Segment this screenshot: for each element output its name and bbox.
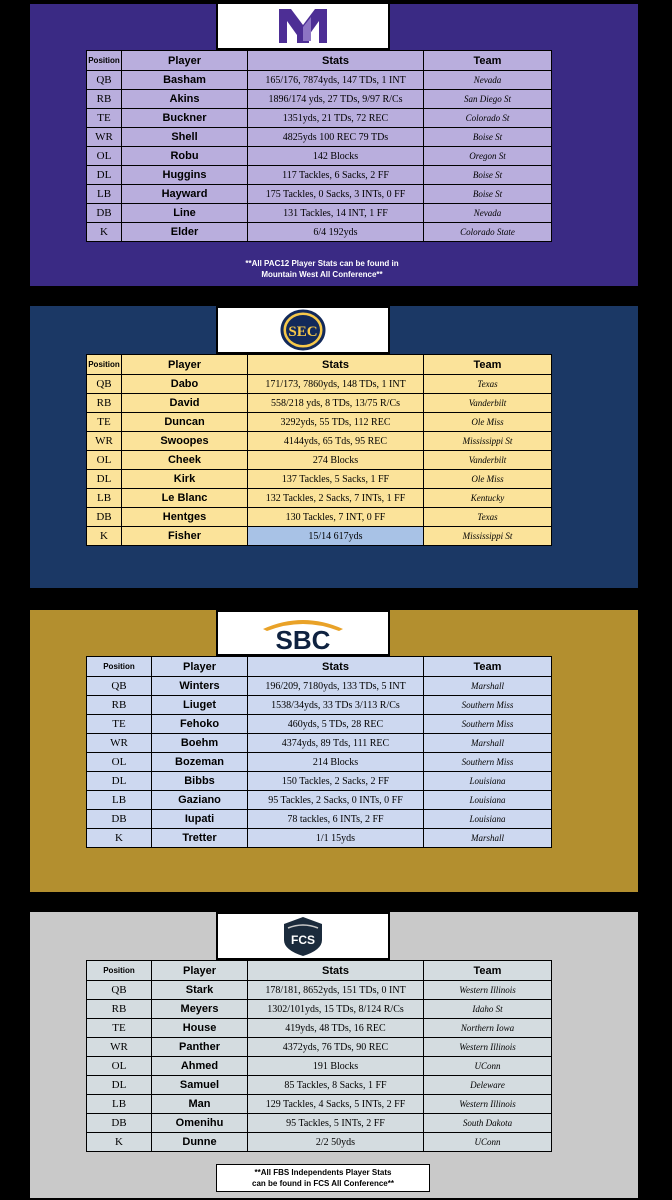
position-cell: DB xyxy=(87,1114,152,1133)
player-cell: House xyxy=(152,1019,248,1038)
svg-text:FCS: FCS xyxy=(291,933,315,947)
stats-cell: 4825yds 100 REC 79 TDs xyxy=(248,128,424,147)
sbc-table xyxy=(86,656,552,848)
team-cell: Boise St xyxy=(424,166,552,185)
position-cell: TE xyxy=(87,413,122,432)
table-row xyxy=(87,715,552,734)
player-cell: Winters xyxy=(152,677,248,696)
table-row xyxy=(87,185,552,204)
table-row xyxy=(87,791,552,810)
player-cell: Fehoko xyxy=(152,715,248,734)
player-cell: Panther xyxy=(152,1038,248,1057)
team-cell: Mississippi St xyxy=(424,432,552,451)
table-row xyxy=(87,470,552,489)
table-row xyxy=(87,1076,552,1095)
stats-header: Stats xyxy=(248,51,424,71)
stats-cell: 419yds, 48 TDs, 16 REC xyxy=(248,1019,424,1038)
position-cell: DB xyxy=(87,810,152,829)
fcs-footnote-line-2: can be found in FCS All Conference** xyxy=(252,1179,394,1188)
team-cell: Western Illinois xyxy=(424,981,552,1000)
table-row xyxy=(87,527,552,546)
table-row xyxy=(87,223,552,242)
position-cell: OL xyxy=(87,1057,152,1076)
position-cell: K xyxy=(87,527,122,546)
player-cell: Line xyxy=(122,204,248,223)
stats-cell: 171/173, 7860yds, 148 TDs, 1 INT xyxy=(248,375,424,394)
player-cell: Omenihu xyxy=(152,1114,248,1133)
position-cell: DL xyxy=(87,470,122,489)
team-cell: Marshall xyxy=(424,829,552,848)
team-cell: Boise St xyxy=(424,185,552,204)
table-row xyxy=(87,1038,552,1057)
position-cell: TE xyxy=(87,715,152,734)
player-cell: Shell xyxy=(122,128,248,147)
position-cell: TE xyxy=(87,109,122,128)
table-row xyxy=(87,810,552,829)
position-header: Position xyxy=(87,51,122,71)
team-cell: Mississippi St xyxy=(424,527,552,546)
table-row xyxy=(87,413,552,432)
stats-header: Stats xyxy=(248,961,424,981)
player-cell: Elder xyxy=(122,223,248,242)
position-cell: K xyxy=(87,1133,152,1152)
player-cell: Kirk xyxy=(122,470,248,489)
stats-cell: 4144yds, 65 Tds, 95 REC xyxy=(248,432,424,451)
position-cell: OL xyxy=(87,451,122,470)
player-header: Player xyxy=(152,657,248,677)
stats-cell: 558/218 yds, 8 TDs, 13/75 R/Cs xyxy=(248,394,424,413)
fcs-header-row xyxy=(87,961,552,981)
sbc-header-row xyxy=(87,657,552,677)
player-cell: Duncan xyxy=(122,413,248,432)
sbc-logo-box xyxy=(216,610,390,656)
player-cell: Liuget xyxy=(152,696,248,715)
fcs-logo-box xyxy=(216,912,390,960)
team-cell: Nevada xyxy=(424,204,552,223)
sec-logo-icon xyxy=(279,308,327,352)
team-cell: Marshall xyxy=(424,677,552,696)
stats-cell: 132 Tackles, 2 Sacks, 7 INTs, 1 FF xyxy=(248,489,424,508)
position-cell: OL xyxy=(87,147,122,166)
stats-cell: 196/209, 7180yds, 133 TDs, 5 INT xyxy=(248,677,424,696)
player-cell: Ahmed xyxy=(152,1057,248,1076)
position-cell: RB xyxy=(87,696,152,715)
mw-footnote xyxy=(216,258,428,280)
team-cell: Texas xyxy=(424,375,552,394)
player-cell: Le Blanc xyxy=(122,489,248,508)
player-cell: Akins xyxy=(122,90,248,109)
fcs-footnote-line-1: **All FBS Independents Player Stats xyxy=(254,1168,392,1177)
stats-header: Stats xyxy=(248,355,424,375)
stats-cell: 137 Tackles, 5 Sacks, 1 FF xyxy=(248,470,424,489)
mw-logo-icon xyxy=(273,5,333,47)
stats-cell: 274 Blocks xyxy=(248,451,424,470)
player-cell: Fisher xyxy=(122,527,248,546)
player-header: Player xyxy=(122,51,248,71)
stats-cell: 175 Tackles, 0 Sacks, 3 INTs, 0 FF xyxy=(248,185,424,204)
team-cell: Ole Miss xyxy=(424,413,552,432)
svg-text:SBC: SBC xyxy=(275,625,331,653)
position-cell: LB xyxy=(87,791,152,810)
mw-footnote-line-1: **All PAC12 Player Stats can be found in xyxy=(245,259,399,268)
mw-logo-box xyxy=(216,2,390,50)
player-cell: Basham xyxy=(122,71,248,90)
player-cell: Man xyxy=(152,1095,248,1114)
team-cell: UConn xyxy=(424,1057,552,1076)
position-cell: RB xyxy=(87,394,122,413)
stats-cell: 1538/34yds, 33 TDs 3/113 R/Cs xyxy=(248,696,424,715)
team-cell: Oregon St xyxy=(424,147,552,166)
team-cell: Kentucky xyxy=(424,489,552,508)
team-cell: Louisiana xyxy=(424,791,552,810)
position-cell: RB xyxy=(87,90,122,109)
position-header: Position xyxy=(87,355,122,375)
player-cell: Hayward xyxy=(122,185,248,204)
team-cell: Colorado State xyxy=(424,223,552,242)
stats-cell: 165/176, 7874yds, 147 TDs, 1 INT xyxy=(248,71,424,90)
position-cell: DB xyxy=(87,204,122,223)
table-row xyxy=(87,1019,552,1038)
stats-cell: 95 Tackles, 2 Sacks, 0 INTs, 0 FF xyxy=(248,791,424,810)
stats-cell: 1896/174 yds, 27 TDs, 9/97 R/Cs xyxy=(248,90,424,109)
table-row xyxy=(87,394,552,413)
player-cell: Huggins xyxy=(122,166,248,185)
player-cell: Tretter xyxy=(152,829,248,848)
team-cell: Vanderbilt xyxy=(424,394,552,413)
position-cell: RB xyxy=(87,1000,152,1019)
position-cell: QB xyxy=(87,71,122,90)
stats-cell: 4374yds, 89 Tds, 111 REC xyxy=(248,734,424,753)
player-cell: Samuel xyxy=(152,1076,248,1095)
stats-cell: 2/2 50yds xyxy=(248,1133,424,1152)
team-cell: San Diego St xyxy=(424,90,552,109)
player-cell: Iupati xyxy=(152,810,248,829)
mw-header-row xyxy=(87,51,552,71)
stats-cell: 150 Tackles, 2 Sacks, 2 FF xyxy=(248,772,424,791)
position-cell: K xyxy=(87,223,122,242)
team-cell: Marshall xyxy=(424,734,552,753)
stats-cell: 3292yds, 55 TDs, 112 REC xyxy=(248,413,424,432)
stats-cell: 460yds, 5 TDs, 28 REC xyxy=(248,715,424,734)
table-row xyxy=(87,829,552,848)
table-row xyxy=(87,981,552,1000)
position-cell: LB xyxy=(87,185,122,204)
fcs-logo-icon xyxy=(278,914,328,958)
position-cell: DB xyxy=(87,508,122,527)
table-row xyxy=(87,696,552,715)
player-cell: Stark xyxy=(152,981,248,1000)
table-row xyxy=(87,772,552,791)
table-row xyxy=(87,166,552,185)
position-cell: DL xyxy=(87,166,122,185)
team-cell: Ole Miss xyxy=(424,470,552,489)
stats-cell: 117 Tackles, 6 Sacks, 2 FF xyxy=(248,166,424,185)
player-cell: Hentges xyxy=(122,508,248,527)
team-cell: Deleware xyxy=(424,1076,552,1095)
table-row xyxy=(87,734,552,753)
team-cell: South Dakota xyxy=(424,1114,552,1133)
table-row xyxy=(87,128,552,147)
stats-cell: 6/4 192yds xyxy=(248,223,424,242)
team-cell: Nevada xyxy=(424,71,552,90)
player-cell: Gaziano xyxy=(152,791,248,810)
team-cell: Colorado St xyxy=(424,109,552,128)
team-cell: Texas xyxy=(424,508,552,527)
stats-cell: 78 tackles, 6 INTs, 2 FF xyxy=(248,810,424,829)
position-cell: OL xyxy=(87,753,152,772)
table-row xyxy=(87,1133,552,1152)
stats-cell-highlighted: 15/14 617yds xyxy=(248,527,424,546)
stats-cell: 1351yds, 21 TDs, 72 REC xyxy=(248,109,424,128)
team-cell: Vanderbilt xyxy=(424,451,552,470)
stats-cell: 4372yds, 76 TDs, 90 REC xyxy=(248,1038,424,1057)
stats-cell: 191 Blocks xyxy=(248,1057,424,1076)
player-cell: Robu xyxy=(122,147,248,166)
position-cell: QB xyxy=(87,981,152,1000)
sbc-logo-icon xyxy=(253,613,353,653)
position-cell: DL xyxy=(87,772,152,791)
table-row xyxy=(87,451,552,470)
player-cell: Buckner xyxy=(122,109,248,128)
table-row xyxy=(87,1057,552,1076)
table-row xyxy=(87,1114,552,1133)
position-cell: LB xyxy=(87,489,122,508)
stats-cell: 1/1 15yds xyxy=(248,829,424,848)
team-cell: UConn xyxy=(424,1133,552,1152)
position-cell: WR xyxy=(87,432,122,451)
team-cell: Southern Miss xyxy=(424,715,552,734)
team-cell: Boise St xyxy=(424,128,552,147)
table-row xyxy=(87,432,552,451)
player-header: Player xyxy=(152,961,248,981)
table-row xyxy=(87,753,552,772)
position-cell: K xyxy=(87,829,152,848)
table-row xyxy=(87,1000,552,1019)
table-row xyxy=(87,109,552,128)
stats-cell: 178/181, 8652yds, 151 TDs, 0 INT xyxy=(248,981,424,1000)
fcs-footnote xyxy=(216,1164,430,1192)
table-row xyxy=(87,508,552,527)
position-header: Position xyxy=(87,961,152,981)
position-header: Position xyxy=(87,657,152,677)
team-header: Team xyxy=(424,961,552,981)
team-header: Team xyxy=(424,657,552,677)
team-header: Team xyxy=(424,355,552,375)
player-cell: David xyxy=(122,394,248,413)
table-row xyxy=(87,71,552,90)
player-cell: Swoopes xyxy=(122,432,248,451)
position-cell: WR xyxy=(87,1038,152,1057)
fcs-table xyxy=(86,960,552,1152)
sec-logo-box xyxy=(216,306,390,354)
team-cell: Northern Iowa xyxy=(424,1019,552,1038)
player-cell: Dabo xyxy=(122,375,248,394)
svg-text:SEC: SEC xyxy=(288,324,318,340)
table-row xyxy=(87,375,552,394)
team-header: Team xyxy=(424,51,552,71)
player-cell: Cheek xyxy=(122,451,248,470)
table-row xyxy=(87,489,552,508)
position-cell: DL xyxy=(87,1076,152,1095)
player-cell: Meyers xyxy=(152,1000,248,1019)
team-cell: Western Illinois xyxy=(424,1095,552,1114)
stats-cell: 1302/101yds, 15 TDs, 8/124 R/Cs xyxy=(248,1000,424,1019)
table-row xyxy=(87,204,552,223)
position-cell: WR xyxy=(87,128,122,147)
player-cell: Dunne xyxy=(152,1133,248,1152)
player-cell: Boehm xyxy=(152,734,248,753)
table-row xyxy=(87,147,552,166)
mw-table xyxy=(86,50,552,242)
player-cell: Bozeman xyxy=(152,753,248,772)
sec-header-row xyxy=(87,355,552,375)
position-cell: WR xyxy=(87,734,152,753)
stats-header: Stats xyxy=(248,657,424,677)
stats-cell: 130 Tackles, 7 INT, 0 FF xyxy=(248,508,424,527)
sec-table xyxy=(86,354,552,546)
team-cell: Louisiana xyxy=(424,772,552,791)
position-cell: TE xyxy=(87,1019,152,1038)
team-cell: Western Illinois xyxy=(424,1038,552,1057)
position-cell: QB xyxy=(87,677,152,696)
team-cell: Southern Miss xyxy=(424,753,552,772)
stats-cell: 95 Tackles, 5 INTs, 2 FF xyxy=(248,1114,424,1133)
table-row xyxy=(87,90,552,109)
player-header: Player xyxy=(122,355,248,375)
stats-cell: 142 Blocks xyxy=(248,147,424,166)
position-cell: QB xyxy=(87,375,122,394)
player-cell: Bibbs xyxy=(152,772,248,791)
position-cell: LB xyxy=(87,1095,152,1114)
team-cell: Louisiana xyxy=(424,810,552,829)
table-row xyxy=(87,677,552,696)
team-cell: Southern Miss xyxy=(424,696,552,715)
stats-cell: 85 Tackles, 8 Sacks, 1 FF xyxy=(248,1076,424,1095)
stats-cell: 131 Tackles, 14 INT, 1 FF xyxy=(248,204,424,223)
team-cell: Idaho St xyxy=(424,1000,552,1019)
table-row xyxy=(87,1095,552,1114)
mw-footnote-line-2: Mountain West All Conference** xyxy=(261,270,383,279)
stats-cell: 214 Blocks xyxy=(248,753,424,772)
stats-cell: 129 Tackles, 4 Sacks, 5 INTs, 2 FF xyxy=(248,1095,424,1114)
